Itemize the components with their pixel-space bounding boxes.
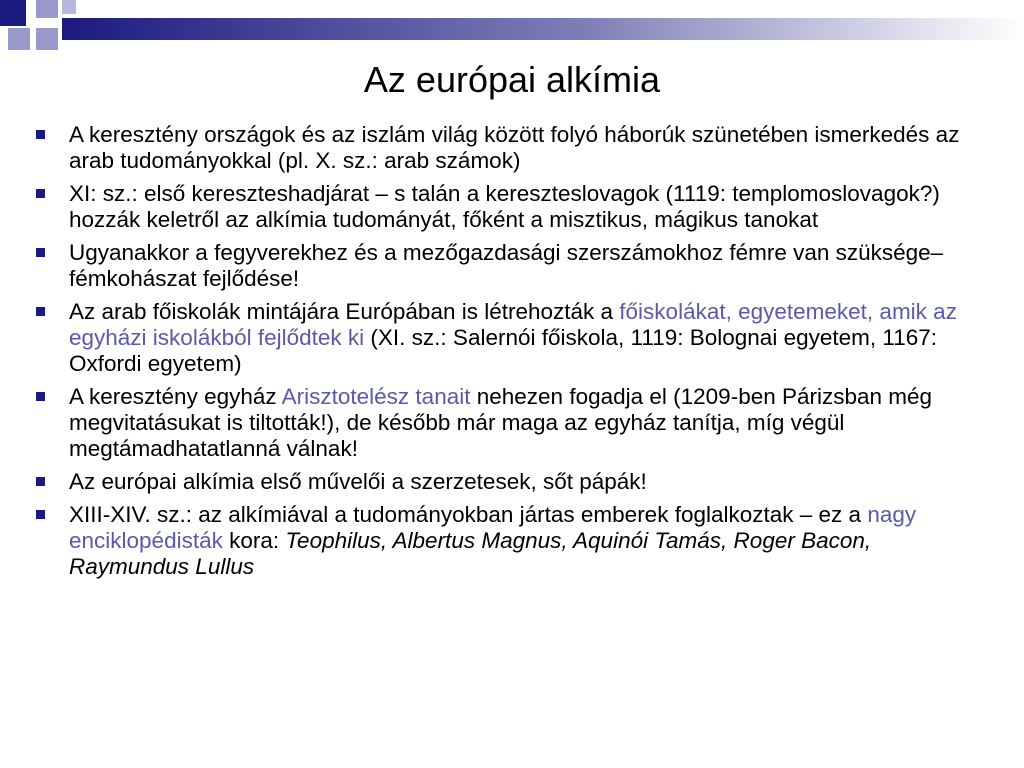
bullet-list [36, 122, 996, 587]
bullet-square-icon [36, 189, 45, 198]
name-list: Teophilus, Albertus Magnus, Aquinói Tamás, Roger Bacon, Raymundus Lullus [69, 528, 872, 579]
decor-square-small [62, 0, 76, 14]
bullet-text: XIII-XIV. sz.: az alkímiával a tudományokban jártas emberek foglalkoztak – ez a [69, 502, 868, 527]
list-item [36, 299, 996, 377]
bullet-text: nehezen fogadja el (1209-ben Párizsban még megvitatásukat is tiltották!), de később már maga az egyház tanítja, míg végül megtámadhatatlanná válnak! [69, 384, 933, 461]
bullet-square-icon [36, 307, 45, 316]
bullet-square-icon [36, 130, 45, 139]
bullet-text: XI: sz.: első kereszteshadjárat – s talán a kereszteslovagok (1119: templomoslovagok?) hozzák keletről az alkímia tudományát, főként a misztikus, mágikus tanokat [69, 181, 940, 232]
bullet-text: A keresztény egyház [69, 384, 282, 409]
bullet-square-icon [36, 392, 45, 401]
bullet-text: Az európai alkímia első művelői a szerzetesek, sőt pápák! [69, 469, 647, 494]
highlight-link[interactable]: főiskolákat, egyetemeket, amik az egyházi iskolákból fejlődtek ki [69, 299, 957, 350]
decor-square-dark [0, 0, 26, 26]
highlight-link[interactable]: nagy enciklopédisták [69, 502, 917, 553]
bullet-square-icon [36, 248, 45, 257]
bullet-text: (XI. sz.: Salernói főiskola, 1119: Bolognai egyetem, 1167: Oxfordi egyetem) [69, 325, 937, 376]
page-title: Az európai alkímia [363, 59, 661, 100]
decor-square-light-top [36, 0, 58, 18]
bullet-text: A keresztény országok és az iszlám világ között folyó háborúk szünetében ismerkedés az arab tudományokkal (pl. X. sz.: arab számok) [69, 122, 960, 173]
decor-square-light-right [36, 28, 58, 50]
list-item [36, 240, 996, 292]
header-decoration [0, 0, 1024, 60]
list-item [36, 502, 996, 580]
list-item [36, 181, 996, 233]
bullet-square-icon [36, 477, 45, 486]
list-item [36, 122, 996, 174]
decoration-graphic [0, 0, 1024, 60]
bullet-text: kora: [222, 528, 286, 553]
list-item [36, 384, 996, 462]
decor-square-light-left [8, 28, 30, 50]
list-item [36, 469, 996, 495]
highlight-link[interactable]: Arisztotelész tanait [281, 384, 471, 409]
decor-gradient-bar [62, 18, 1024, 40]
bullet-square-icon [36, 510, 45, 519]
bullet-text: Az arab főiskolák mintájára Európában is létrehozták a [69, 299, 620, 324]
bullet-text: Ugyanakkor a fegyverekhez és a mezőgazdasági szerszámokhoz fémre van szüksége– fémkohászat fejlődése! [69, 240, 944, 291]
